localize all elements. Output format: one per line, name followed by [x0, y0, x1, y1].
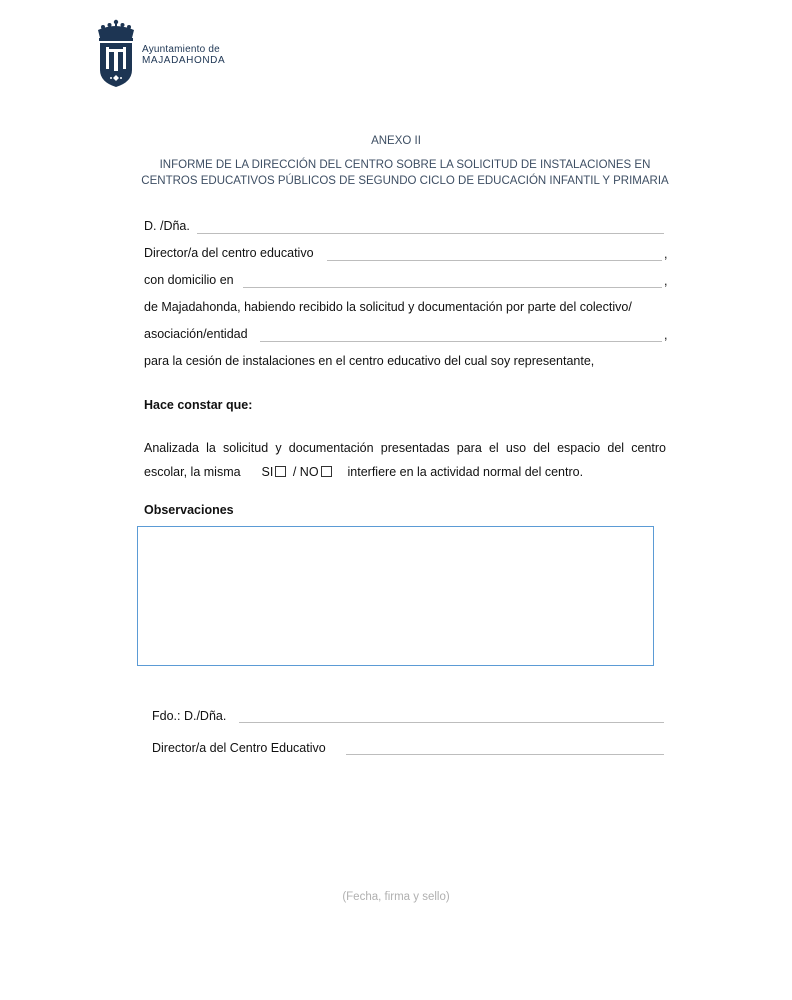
observaciones-textbox[interactable] [137, 526, 654, 666]
annex-heading: ANEXO II [371, 135, 421, 147]
slash-separator: / [292, 465, 297, 479]
association-blank-line[interactable] [260, 341, 662, 342]
director-comma: , [664, 247, 668, 261]
name-label: D. /Dña. [144, 219, 190, 233]
association-comma: , [664, 328, 668, 342]
name-blank-line[interactable] [197, 233, 664, 234]
cession-text: para la cesión de instalaciones en el centro educativo del cual soy representante, [144, 354, 595, 368]
no-checkbox[interactable] [321, 466, 332, 477]
logo-line-2: MAJADAHONDA [142, 55, 226, 66]
signature-director-blank-line[interactable] [346, 754, 664, 755]
date-signature-seal-note: (Fecha, firma y sello) [342, 891, 450, 903]
si-label: SI [261, 465, 274, 479]
logo-line-1: Ayuntamiento de [142, 44, 220, 55]
no-label: NO [299, 465, 319, 479]
analysis-line-2-start: escolar, la misma [144, 465, 241, 479]
director-label: Director/a del centro educativo [144, 246, 314, 260]
coat-of-arms-icon [94, 18, 138, 90]
analysis-paragraph [144, 436, 666, 484]
fdo-label: Fdo.: D./Dña. [152, 709, 227, 723]
title-line-1: INFORME DE LA DIRECCIÓN DEL CENTRO SOBRE LA SOLICITUD DE INSTALACIONES EN [159, 159, 651, 171]
director-blank-line[interactable] [327, 260, 662, 261]
address-label: con domicilio en [144, 273, 234, 287]
address-blank-line[interactable] [243, 287, 662, 288]
signature-director-label: Director/a del Centro Educativo [152, 741, 326, 755]
address-comma: , [664, 274, 668, 288]
observaciones-label: Observaciones [144, 503, 234, 517]
logo-text [142, 44, 225, 66]
received-text: de Majadahonda, habiendo recibido la solicitud y documentación por parte del colectivo/ [144, 300, 632, 314]
fdo-blank-line[interactable] [239, 722, 664, 723]
title-line-2: CENTROS EDUCATIVOS PÚBLICOS DE SEGUNDO CICLO DE EDUCACIÓN INFANTIL Y PRIMARIA [141, 175, 669, 187]
document-title [130, 157, 680, 189]
municipal-logo [94, 18, 244, 90]
analysis-line-1: Analizada la solicitud y documentación presentadas para el uso del espacio del centro [144, 441, 666, 455]
si-checkbox[interactable] [275, 466, 286, 477]
association-label: asociación/entidad [144, 327, 248, 341]
hace-constar-heading: Hace constar que: [144, 398, 253, 412]
analysis-line-2-end: interfiere en la actividad normal del centro. [347, 465, 584, 479]
